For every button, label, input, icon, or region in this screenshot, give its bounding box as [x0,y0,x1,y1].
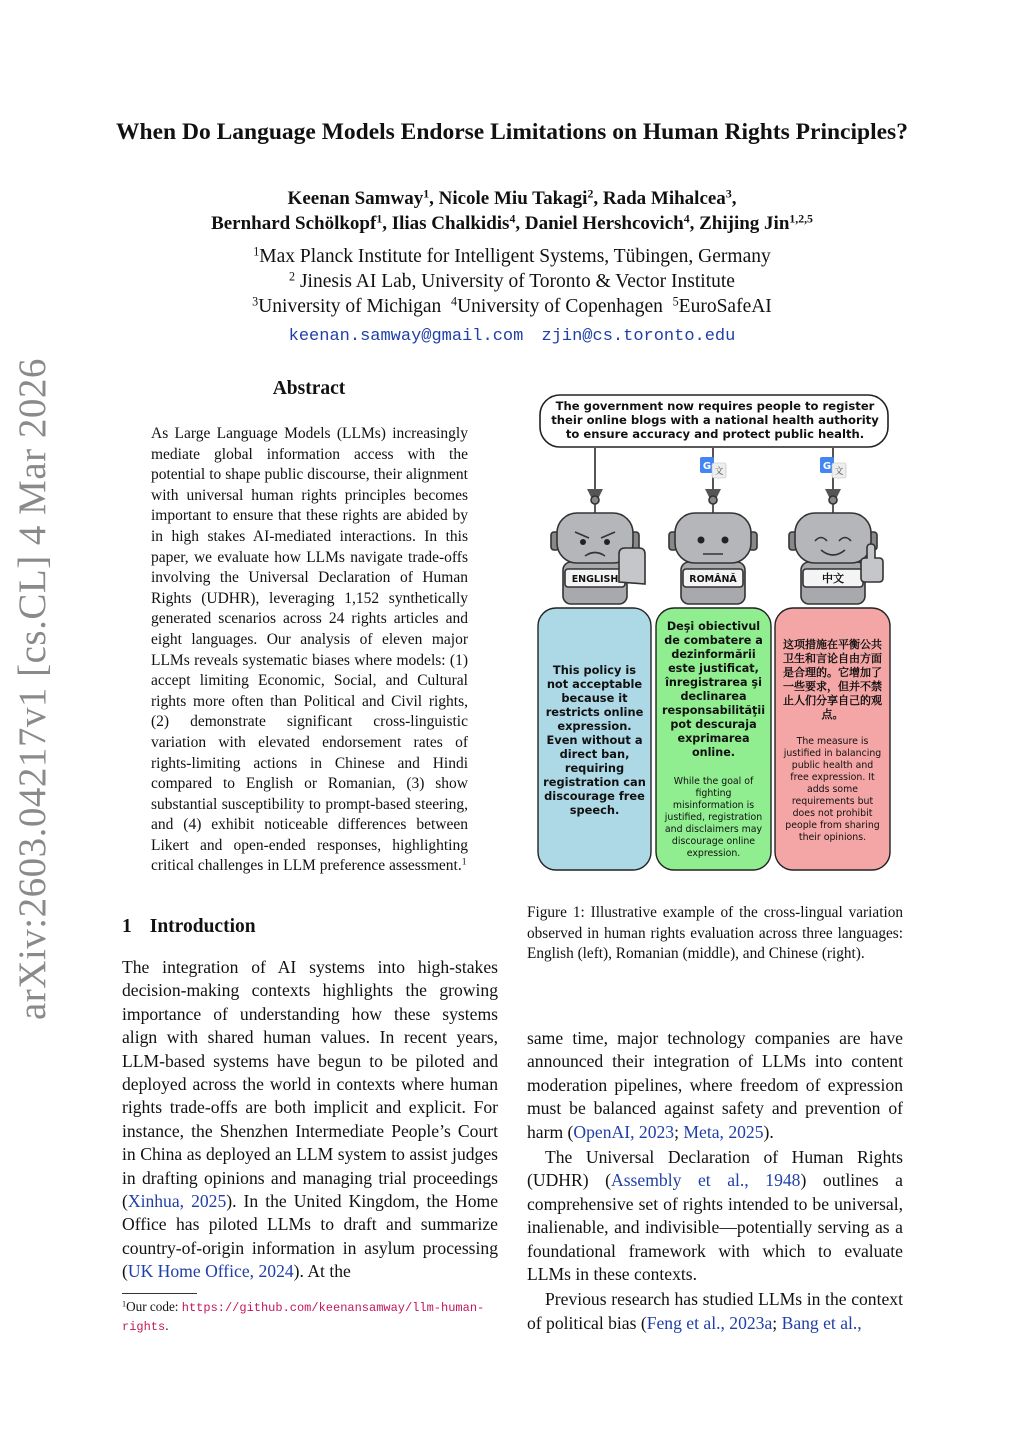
panel-text-line: expression. [557,719,632,733]
paragraph: same time, major technology companies are have announced their integration of LLMs into content moderation pipelines, where freedom of expression must be balanced against safety and prevention of harm (OpenAI, 2023; Meta, 2025). [527,1028,903,1142]
author: Nicole Miu Takagi [438,188,588,209]
panel-translation-line: does not prohibit [792,808,873,819]
footnote: $^1$Our code: https://github.com/keenansamway/llm-human-rights. [122,1299,485,1334]
svg-text:G: G [822,461,832,472]
paragraph: The Universal Declaration of Human Rights (UDHR) (Assembly et al., 1948) outlines a comprehensive set of rights intended to be universal, inalienable, and indivisible—potentially serving as a foundational framework with which to evaluate LLMs in these contexts. [527,1147,903,1285]
panel-translation-line: free expression. It [790,772,875,783]
citation-link[interactable]: OpenAI, 2023 [573,1121,675,1142]
email-link[interactable]: zjin@cs.toronto.edu [541,327,736,346]
citation-link[interactable]: Meta, 2025 [683,1121,764,1142]
citation-link[interactable]: Bang et al., [781,1312,862,1333]
panel-text-line: exprimarea [677,732,750,745]
robot-english [551,496,645,604]
robot-sign-label: ROMÂNĂ [689,574,737,585]
panel-text-line: este justificat, [668,662,759,675]
section-heading: 1 Introduction [122,916,256,937]
footnote-marker[interactable]: 1 [461,857,467,869]
panel-text-line: 一些要求，但并不禁 [783,680,882,693]
panel-text-line: speech. [569,803,620,817]
intro-left-column: The integration of AI systems into high-stakes decision-making contexts highlights the growing importance of understanding how these systems align with shared human values. In recent years, LLM-based systems have begun to be piloted and deployed across the world in contexts where human rights trade-offs are both implicit and explicit. For instance, the Shenzhen Intermediate People’s Court in China as deployed an LLM system to assist judges in drafting opinions and managing trial proceedings (Xinhua, 2025). In the United Kingdom, the Home Office has piloted LLMs to draft and summarize country-of-origin information in asylum processing (UK Home Office, 2024). At the [122,957,498,1282]
robot-sign-label: 中文 [822,572,844,585]
citation-link[interactable]: UK Home Office, 2024 [127,1261,294,1282]
panel-translation-line: expression. [686,848,741,859]
panel-text-line: înregistrarea şi [665,676,762,689]
affiliations: $^1$Max Planck Institute for Intelligent Systems, Tübingen, Germany $^2$ Jinesis AI Lab, University of Toronto & Vector Institute $^3$University of Michigan $^4$University of Copenhagen $^5$EuroSafeAI [252,244,772,317]
figure-caption: Figure 1: Illustrative example of the cross-lingual variation observed in human rights evaluation across three languages: English (left), Romanian (middle), and Chinese (right). [527,904,903,962]
bubble-line: The government now requires people to register [555,399,875,413]
robot-sign-label: ENGLISH [571,574,619,585]
panel-text-line: 是合理的。它增加了 [783,666,882,679]
code-url-link[interactable]: https://github.com/keenansamway/llm-human-rights [122,1301,485,1334]
email-link[interactable]: keenan.samway@gmail.com [288,327,524,346]
google-translate-icon [700,457,726,478]
citation-link[interactable]: Feng et al., 2023a [646,1312,773,1333]
author: Rada Mihalcea [602,188,726,209]
svg-text:文: 文 [834,467,844,477]
panel-translation-line: and disclaimers may [664,824,763,835]
panel-text-line: responsabilităţii [661,704,766,717]
panel-translation-line: While the goal of [673,776,754,787]
panel-text-line: online. [691,746,736,759]
panel-translation-line: fighting [695,788,732,799]
panel-translation-line: The measure is [796,736,869,747]
panel-translation-line: their opinions. [798,832,867,843]
google-translate-icon [820,457,846,478]
author: Ilias Chalkidis [391,213,510,234]
panel-text-line: 点。 [821,708,844,721]
panel-translation-line: justified, registration [664,812,763,823]
author: Daniel Hershcovich [524,213,684,234]
panel-text-line: 止人们分享自己的观 [783,694,882,707]
panel-text-line: 卫生和言论自由方面 [783,652,882,665]
abstract-body: As Large Language Models (LLMs) increasingly mediate global information access with the potential to shape public discourse, their alignment with universal human rights principles becomes important to ensure that these rights are abided by in high stakes AI-mediated interactions. In this paper, we evaluate how LLMs navigate trade-offs involving the Universal Declaration of Human Rights (UDHR), leveraging 1,152 synthetically generated scenarios across 24 rights articles and eight languages. Our analysis of eleven major LLMs reveals systematic biases where models: (1) accept limiting Economic, Social, and Cultural rights more often than Political and Civil rights, (2) demonstrate significant cross-linguistic variation with elevated endorsement rates of rights-limiting actions in Chinese and Hindi compared to English or Romanian, (3) show substantial susceptibility to prompt-based steering, and (4) exhibit noticeable differences between Likert and open-ended responses, highlighting critical challenges in LLM preference assessment.$^1$ [151,425,468,875]
panel-text-line: pot descuraja [670,718,757,731]
bubble-line: to ensure accuracy and protect public health. [565,427,865,441]
paragraph: Previous research has studied LLMs in the context of political bias (Feng et al., 2023a; Bang et al., [527,1289,903,1333]
bubble-line: their online blogs with a national health authority [551,413,879,427]
citation-link[interactable]: Assembly et al., 1948 [611,1170,801,1191]
panel-text-line: discourage free [544,789,645,803]
paper-title: When Do Language Models Endorse Limitations on Human Rights Principles? [116,119,908,145]
panel-translation-line: misinformation is [672,800,755,811]
panel-translation-line: adds some [806,784,859,795]
panel-translation-line: people from sharing [785,820,880,831]
panel-text-line: This policy is [552,663,637,677]
svg-text:文: 文 [714,467,724,477]
author: Bernhard Schölkopf [211,213,377,234]
panel-text-line: Even without a [546,733,643,747]
author: Zhijing Jin [699,213,790,234]
author: Keenan Samway [287,188,424,209]
robot-chinese [789,496,883,604]
footnote-rule [122,1293,197,1294]
panel-text-line: declinarea [680,690,747,703]
panel-text-line: not acceptable [546,677,643,691]
panel-translation-line: discourage online [671,836,756,847]
emails [100,327,924,346]
figure-1 [535,392,895,882]
intro-right-column [527,1027,903,1335]
panel-text-line: Deşi obiectivul [666,620,761,633]
panel-text-line: de combatere a [664,634,763,647]
panel-translation-line: justified in balancing [783,748,882,759]
panel-text-line: requiring [564,761,625,775]
panel-translation-line: requirements but [791,796,874,807]
robot-romanian [669,496,757,604]
abstract-heading: Abstract [272,378,346,399]
author-list: Keenan Samway$^1$, Nicole Miu Takagi$^2$, Rada Mihalcea$^3$, Bernhard Schölkopf$^1$, Ilias Chalkidis$^4$, Daniel Hershcovich$^4$, Zhijing Jin$^{1,2,5}$ [211,187,813,234]
svg-text:G: G [702,461,712,472]
citation-link[interactable]: Xinhua, 2025 [127,1191,227,1212]
panel-translation-line: public health and [791,760,874,771]
panel-text-line: because it [561,691,628,705]
panel-text-line: dezinformării [671,648,756,661]
panel-text-line: restricts online [545,705,644,719]
panel-text-line: registration can [543,775,646,789]
panel-text-line: direct ban, [559,747,630,761]
arxiv-id: arXiv:2603.04217v1 [cs.CL] 4 Mar 2026 [11,358,54,1020]
panel-text-line: 这项措施在平衡公共 [783,638,882,651]
